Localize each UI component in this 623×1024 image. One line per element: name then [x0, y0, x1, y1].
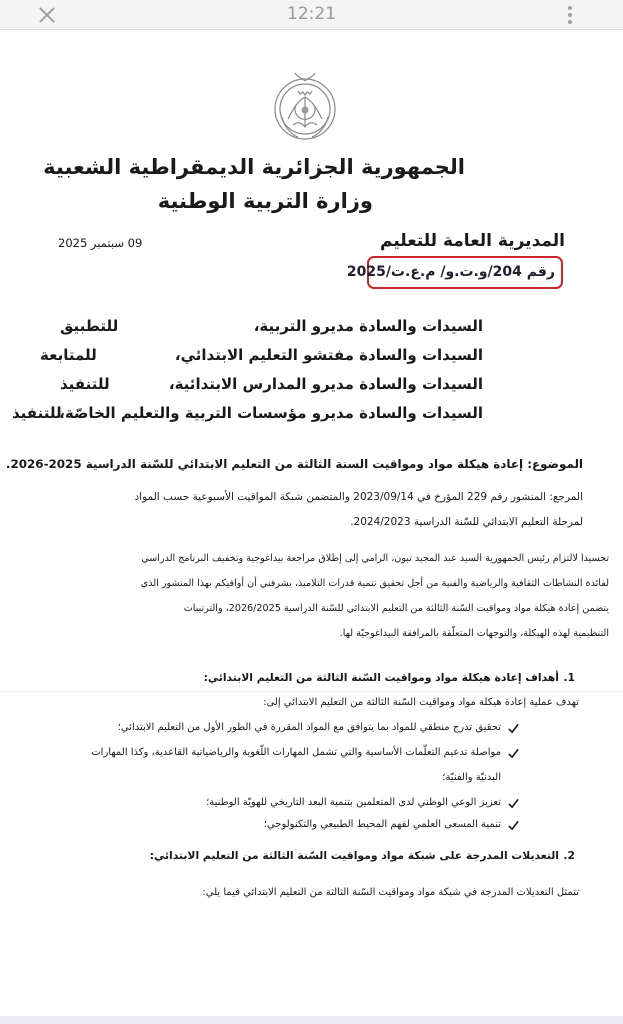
addressee-role: للتطبيق [60, 317, 119, 335]
section-title: أهداف إعادة هيكلة مواد ومواقيت السّنة الثالثة من التعليم الابتدائي: [203, 671, 559, 684]
addressee-role: للتنفيذ [12, 404, 62, 422]
addressee-line [59, 404, 483, 422]
republic-heading: الجمهورية الجزائرية الديمقراطية الشعبية [43, 155, 465, 179]
document-page [0, 31, 623, 1016]
letter-date: 09 سبتمبر 2025 [58, 236, 143, 250]
addressee-line [254, 317, 483, 335]
section-number: .2 [563, 849, 575, 862]
section-title: التعديلات المدرجة على شبكة مواد ومواقيت السّنة الثالثة من التعليم الابتدائي: [149, 849, 559, 862]
viewer-top-bar [0, 0, 623, 30]
viewer-bottom-bar [0, 1016, 623, 1024]
addressee-name: السيدات والسادة مفتشو التعليم الابتدائي، [174, 346, 483, 364]
status-time: 12:21 [287, 4, 336, 24]
addressee-name: السيدات والسادة مديرو المدارس الابتدائية، [168, 375, 483, 393]
directorate-heading: المديرية العامة للتعليم [379, 231, 565, 251]
reference-number: رقم 204/و.ت.و/ م.ع.ت/2025 [346, 264, 555, 280]
addressee-line [169, 375, 483, 393]
objective-item-continuation: البدنيّة والفنيّة؛ [442, 772, 501, 783]
intro-paragraph-line: لفائدة النشاطات الثقافية والرياضية والفنية من أجل تحقيق تنمية قدرات التلاميذ، يشرفني أن أوافيكم بهذا المنشور الذي [140, 578, 609, 589]
section-number: .1 [563, 671, 575, 684]
reference-number-stamp [346, 256, 563, 289]
addressee-name: السيدات والسادة مديرو التربية، [253, 317, 483, 335]
intro-paragraph-line: التنظيمية لهذه الهيكلة، والتوجهات المتعلّقة بالمرافقة البيداغوجيّة لها. [339, 628, 609, 639]
intro-paragraph-line: يتضمن إعادة هيكلة مواد ومواقيت السّنة الثالثة من التعليم الابتدائي للسّنة الدراسية 2026/2025، والترتيبات [183, 603, 609, 614]
intro-paragraph-line: تجسيدا لالتزام رئيس الجمهورية السيد عبد المجيد تبون، الرامي إلى إطلاق مراجعة بيداغوجية وتخفيف البرنامج الدراسي [141, 553, 609, 564]
objective-item: تنمية المسعى العلمي لفهم المحيط الطبيعي والتكنولوجي؛ [263, 819, 501, 830]
algeria-emblem-icon [268, 67, 342, 149]
subject-line: الموضوع: إعادة هيكلة مواد ومواقيت السنة الثالثة من التعليم الابتدائي للسّنة الدراسية 2025-2026. [5, 457, 583, 471]
ministry-heading: وزارة التربية الوطنية [157, 189, 373, 213]
objective-item: مواصلة تدعيم التعلّمات الأساسية والتي تشمل المهارات اللّغوية والرياضياتية القاعدية، وكذا المهارات [91, 747, 501, 758]
checkmark-icon [508, 723, 519, 734]
checkmark-icon [508, 798, 519, 809]
addressee-name: السيدات والسادة مديرو مؤسسات التربية والتعليم الخاصّة، [59, 404, 483, 422]
addressee-role: للمتابعة [40, 346, 97, 364]
section-lead: تتمثل التعديلات المدرجة في شبكة مواد ومواقيت السّنة الثالثة من التعليم الابتدائي فيما يلي: [202, 887, 579, 898]
addressee-line [175, 346, 483, 364]
checkmark-icon [508, 820, 519, 831]
objective-item: تحقيق تدرج منطقي للمواد بما يتوافق مع المواد المقررة في الطور الأول من التعليم الابتدائي؛ [117, 722, 501, 733]
page-fold-line [0, 691, 623, 692]
more-vertical-icon[interactable] [560, 5, 580, 25]
checkmark-icon [508, 748, 519, 759]
reference-line: المرجع: المنشور رقم 229 المؤرخ في 2023/09/14 والمتضمن شبكة المواقيت الأسبوعية حسب المواد [134, 491, 583, 503]
section-lead: تهدف عملية إعادة هيكلة مواد ومواقيت السّنة الثالثة من التعليم الابتدائي إلى: [263, 697, 579, 708]
objective-item: تعزيز الوعي الوطني لدى المتعلمين بتنمية البعد التاريخي للهويّة الوطنية؛ [206, 797, 501, 808]
addressee-role: للتنفيذ [60, 375, 110, 393]
reference-line: لمرحلة التعليم الابتدائي للسّنة الدراسية 2024/2023. [350, 516, 583, 528]
